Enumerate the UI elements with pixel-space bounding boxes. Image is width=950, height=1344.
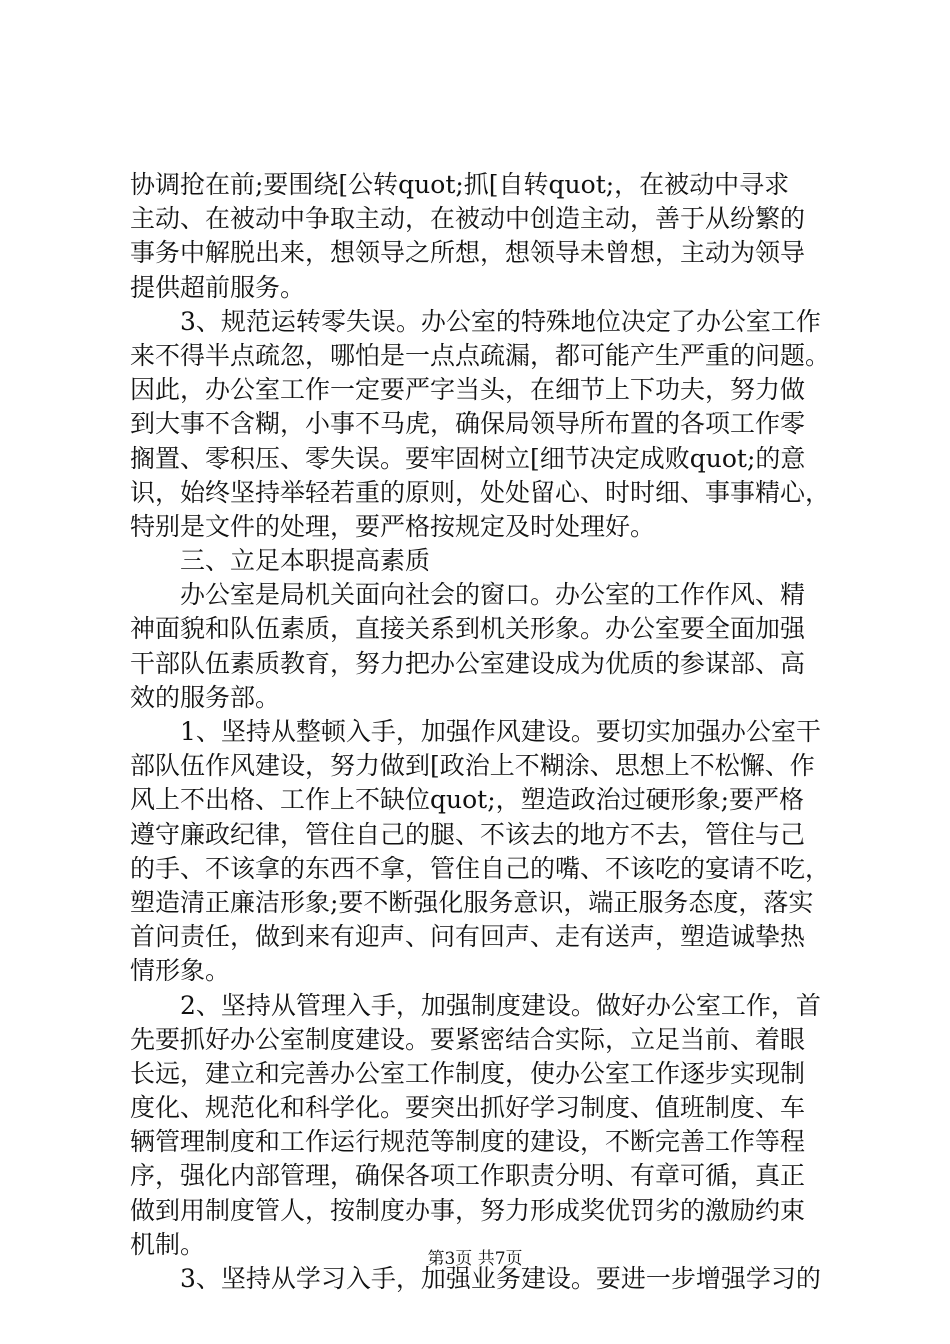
- text-line: 序，强化内部管理，确保各项工作职责分明、有章可循，真正: [130, 1161, 806, 1191]
- text-line: 提供超前服务。: [130, 272, 306, 302]
- text-line: 搁置、零积压、零失误。要牢固树立[细节决定成败quot;的意: [130, 443, 806, 473]
- text-line: 来不得半点疏忽，哪怕是一点点疏漏，都可能产生严重的问题。: [130, 340, 831, 370]
- text-line: 神面貌和队伍素质，直接关系到机关形象。办公室要全面加强: [130, 614, 806, 644]
- text-line: 长远，建立和完善办公室工作制度，使办公室工作逐步实现制: [130, 1058, 806, 1088]
- text-line: 事务中解脱出来，想领导之所想，想领导未曾想，主动为领导: [130, 238, 806, 268]
- text-line: 风上不出格、工作上不缺位quot;，塑造政治过硬形象;要严格: [130, 785, 805, 815]
- text-line: 的手、不该拿的东西不拿，管住自己的嘴、不该吃的宴请不吃，: [130, 853, 831, 883]
- text-line: 机制。: [130, 1229, 206, 1259]
- text-line: 辆管理制度和工作运行规范等制度的建设，不断完善工作等程: [130, 1127, 806, 1157]
- text-line: 三、立足本职提高素质: [180, 546, 431, 576]
- text-line: 3、规范运转零失误。办公室的特殊地位决定了办公室工作: [180, 306, 821, 336]
- text-line: 做到用制度管人，按制度办事，努力形成奖优罚劣的激励约束: [130, 1195, 806, 1225]
- text-line: 塑造清正廉洁形象;要不断强化服务意识，端正服务态度，落实: [130, 887, 814, 917]
- text-line: 识，始终坚持举轻若重的原则，处处留心、时时细、事事精心，: [130, 477, 831, 507]
- page-footer: 第3页 共7页: [427, 1249, 523, 1269]
- text-line: 协调抢在前;要围绕[公转quot;抓[自转quot;，在被动中寻求: [130, 170, 790, 199]
- text-line: 2、坚持从管理入手，加强制度建设。做好办公室工作，首: [180, 990, 821, 1020]
- text-line: 特别是文件的处理，要严格按规定及时处理好。: [130, 511, 656, 541]
- text-line: 1、坚持从整顿入手，加强作风建设。要切实加强办公室干: [180, 717, 821, 746]
- text-line: 主动、在被动中争取主动，在被动中创造主动，善于从纷繁的: [130, 204, 806, 234]
- text-line: 首问责任，做到来有迎声、问有回声、走有送声，塑造诚挚热: [130, 922, 806, 952]
- text-line: 部队伍作风建设，努力做到[政治上不糊涂、思想上不松懈、作: [130, 751, 815, 781]
- text-line: 3、坚持从学习入手，加强业务建设。要进一步增强学习的: [180, 1264, 821, 1293]
- text-line: 办公室是局机关面向社会的窗口。办公室的工作作风、精: [180, 580, 806, 610]
- text-line: 情形象。: [130, 956, 231, 986]
- text-line: 度化、规范化和科学化。要突出抓好学习制度、值班制度、车: [130, 1093, 806, 1123]
- text-line: 先要抓好办公室制度建设。要紧密结合实际，立足当前、着眼: [130, 1024, 806, 1054]
- document-body: [130, 168, 850, 1296]
- text-line: 干部队伍素质教育，努力把办公室建设成为优质的参谋部、高: [130, 648, 806, 678]
- text-line: 效的服务部。: [130, 682, 281, 712]
- text-line: 遵守廉政纪律，管住自己的腿、不该去的地方不去，管住与己: [130, 819, 806, 849]
- text-line: 到大事不含糊，小事不马虎，确保局领导所布置的各项工作零: [130, 409, 806, 439]
- text-line: 因此，办公室工作一定要严字当头，在细节上下功夫，努力做: [130, 375, 806, 405]
